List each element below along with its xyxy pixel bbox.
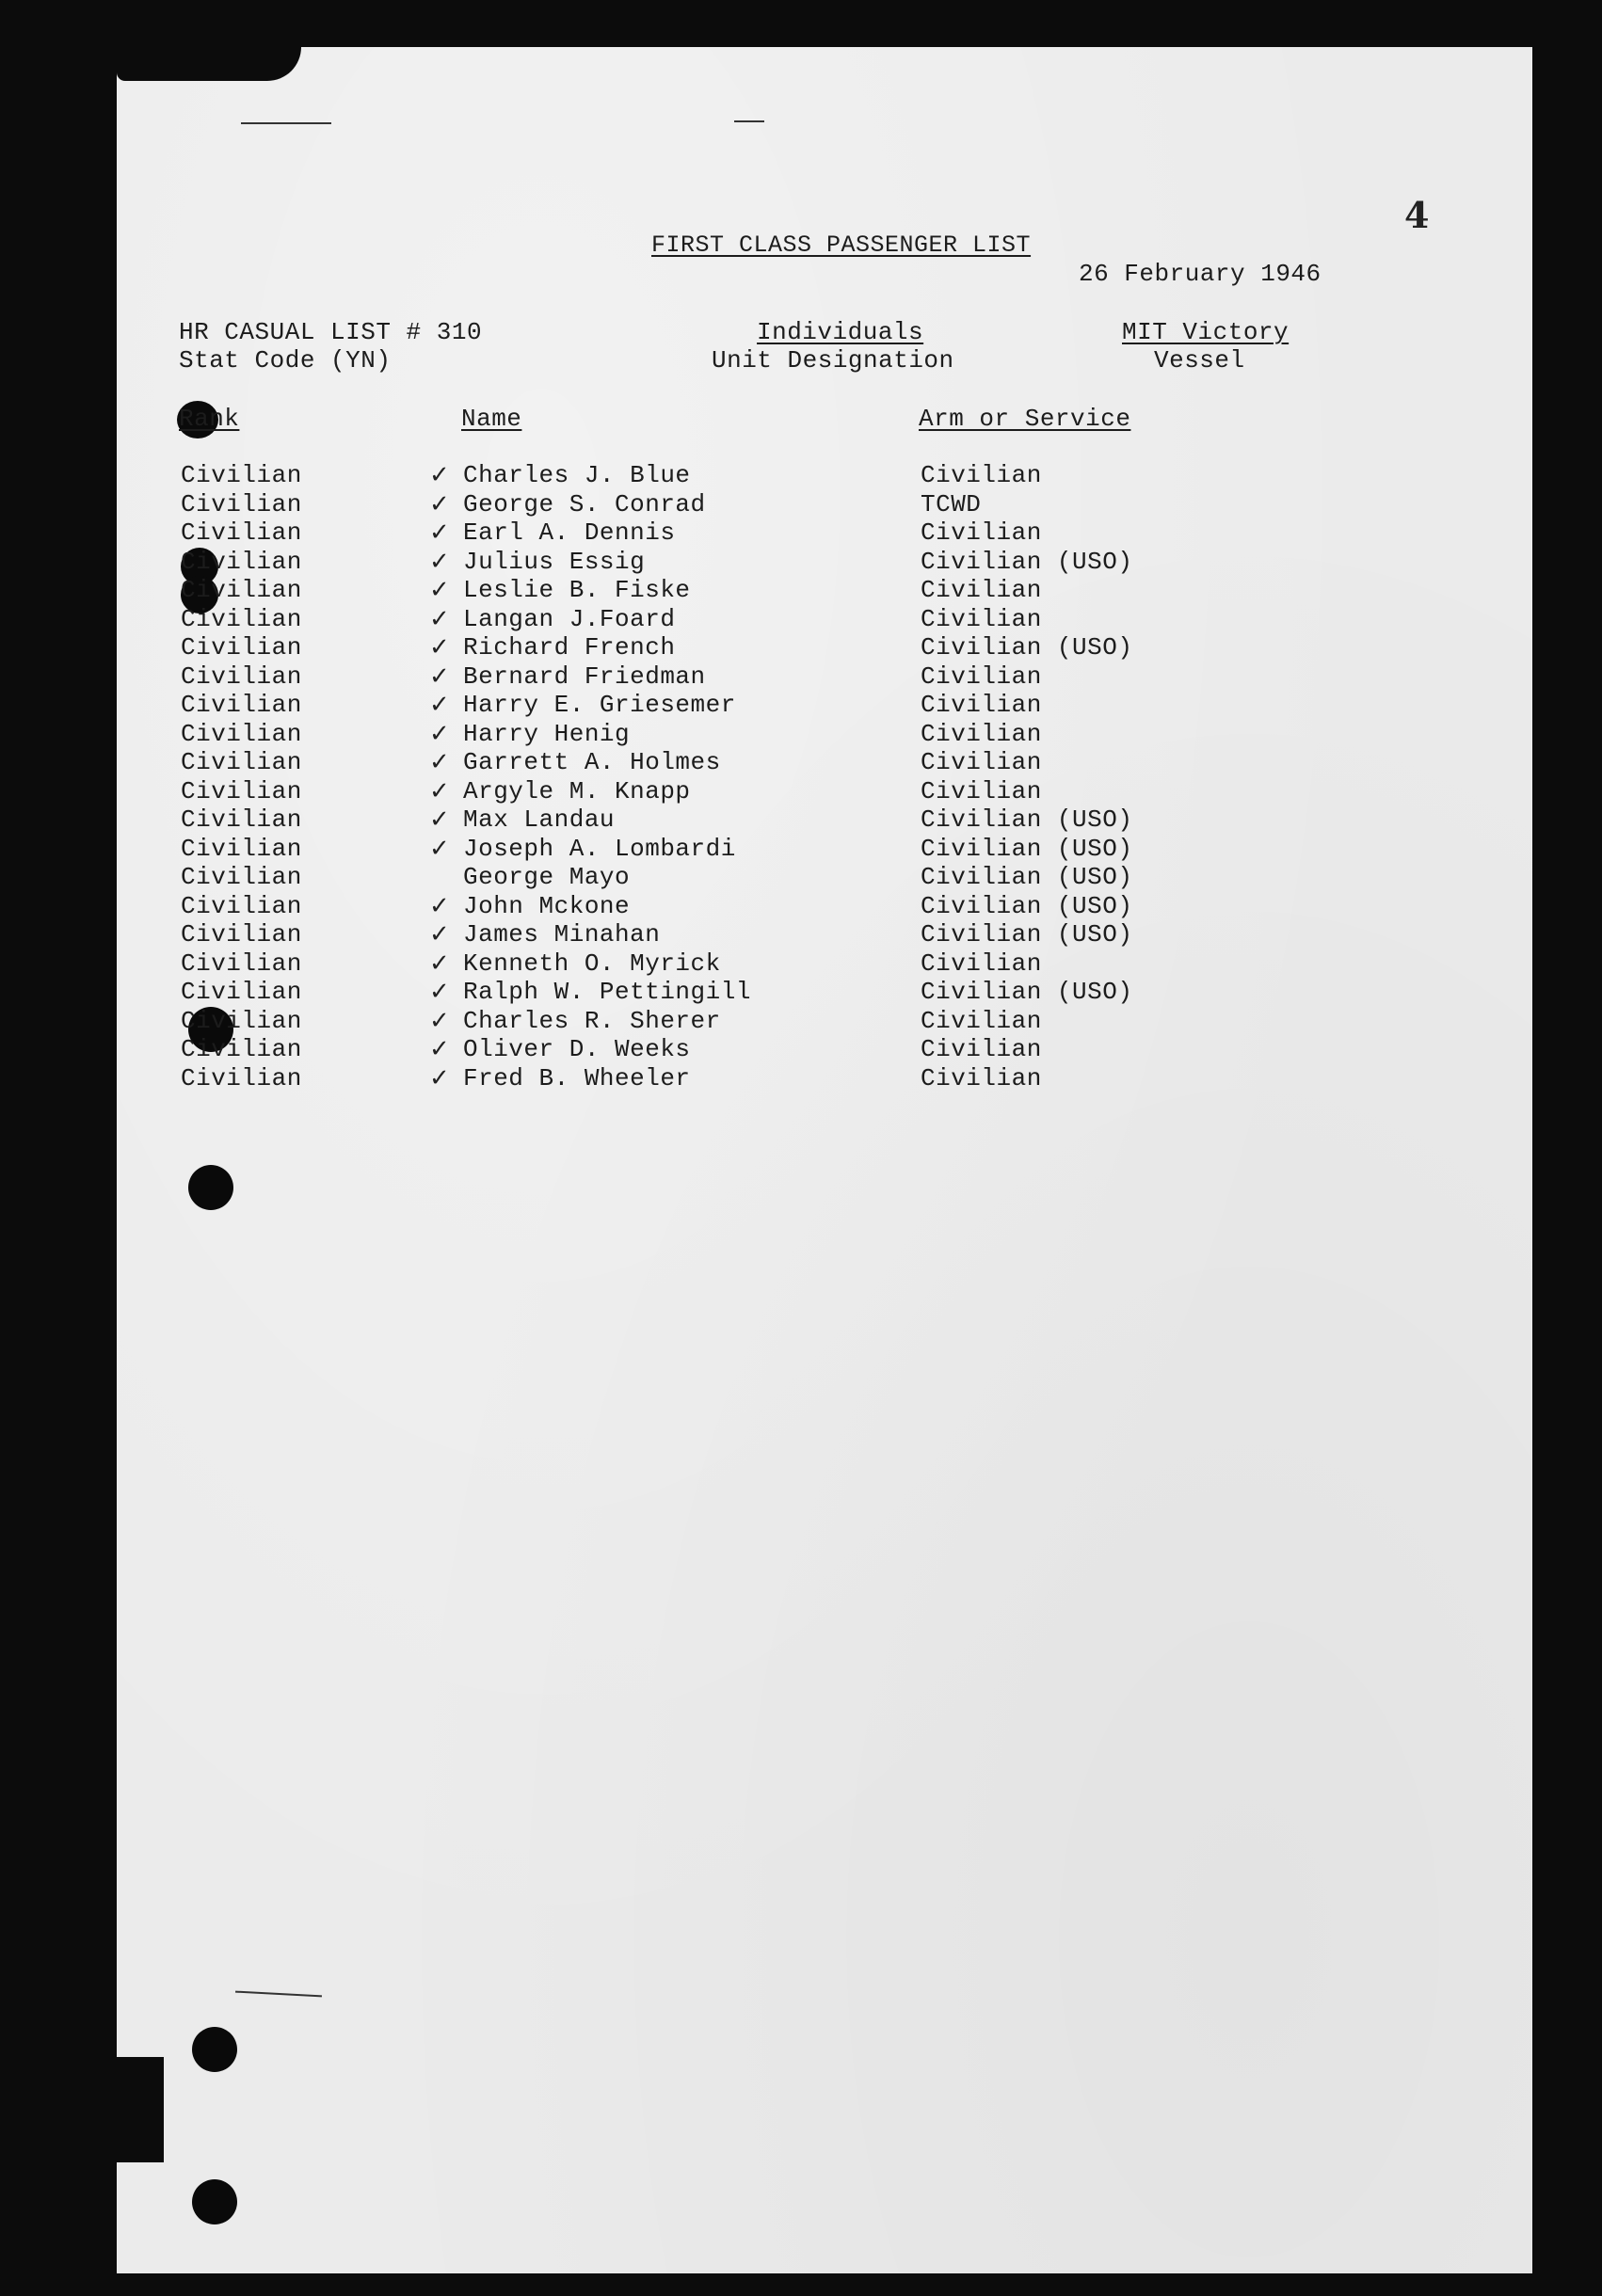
scan-mark (734, 120, 764, 122)
arm-or-service-cell: Civilian (921, 662, 1042, 691)
arm-or-service-cell: Civilian (921, 461, 1042, 489)
table-row (0, 720, 1224, 748)
table-row (0, 892, 1224, 920)
check-mark-icon: ✓ (429, 489, 451, 518)
name-cell: Max Landau (463, 805, 616, 834)
document-page (117, 47, 1532, 2273)
name-cell: George S. Conrad (463, 489, 706, 518)
table-row (0, 835, 1224, 863)
unit-designation-value: Individuals (757, 318, 924, 346)
table-row (0, 805, 1224, 834)
table-row (0, 662, 1224, 691)
check-mark-icon: ✓ (429, 1035, 451, 1063)
rank-cell: Civilian (181, 834, 302, 863)
column-header-rank: Rank (179, 405, 240, 433)
name-cell: Charles R. Sherer (463, 1006, 721, 1035)
rank-cell: Civilian (181, 604, 302, 633)
name-cell: Garrett A. Holmes (463, 748, 721, 776)
arm-or-service-cell: Civilian (921, 748, 1042, 776)
arm-or-service-cell: Civilian (USO) (921, 547, 1133, 576)
table-row (0, 863, 1224, 891)
name-cell: Harry E. Griesemer (463, 691, 736, 719)
table-row (0, 1064, 1224, 1092)
scan-mark (241, 122, 331, 124)
rank-cell: Civilian (181, 978, 302, 1006)
arm-or-service-cell: Civilian (USO) (921, 633, 1133, 662)
name-cell: John Mckone (463, 891, 631, 920)
check-mark-icon: ✓ (429, 633, 451, 662)
arm-or-service-cell: Civilian (921, 949, 1042, 978)
check-mark-icon: ✓ (429, 1006, 451, 1035)
check-mark-icon: ✓ (429, 1063, 451, 1092)
name-cell: Langan J.Foard (463, 604, 676, 633)
table-row (0, 1007, 1224, 1035)
table-row (0, 1035, 1224, 1063)
name-cell: Bernard Friedman (463, 662, 706, 691)
check-mark-icon: ✓ (429, 662, 451, 691)
check-mark-icon: ✓ (429, 834, 451, 863)
check-mark-icon: ✓ (429, 518, 451, 547)
name-cell: Kenneth O. Myrick (463, 949, 721, 978)
name-cell: Julius Essig (463, 547, 646, 576)
check-mark-icon: ✓ (429, 461, 451, 489)
name-cell: Ralph W. Pettingill (463, 978, 751, 1006)
table-row (0, 461, 1224, 489)
arm-or-service-cell: Civilian (USO) (921, 863, 1133, 891)
torn-corner (117, 47, 301, 81)
name-cell: Oliver D. Weeks (463, 1035, 691, 1063)
arm-or-service-cell: Civilian (921, 1063, 1042, 1092)
check-mark-icon: ✓ (429, 748, 451, 776)
check-mark-icon: ✓ (429, 805, 451, 834)
check-mark-icon: ✓ (429, 604, 451, 633)
name-cell: Harry Henig (463, 719, 631, 748)
check-mark-icon: ✓ (429, 978, 451, 1006)
arm-or-service-cell: Civilian (921, 776, 1042, 805)
table-row (0, 978, 1224, 1006)
arm-or-service-cell: Civilian (USO) (921, 920, 1133, 949)
arm-or-service-cell: Civilian (USO) (921, 891, 1133, 920)
name-cell: Argyle M. Knapp (463, 776, 691, 805)
rank-cell: Civilian (181, 776, 302, 805)
column-header-name: Name (461, 405, 522, 433)
arm-or-service-cell: Civilian (USO) (921, 834, 1133, 863)
name-cell: Charles J. Blue (463, 461, 691, 489)
table-row (0, 633, 1224, 662)
arm-or-service-cell: Civilian (USO) (921, 805, 1133, 834)
check-mark-icon: ✓ (429, 691, 451, 719)
rank-cell: Civilian (181, 576, 302, 604)
name-cell: Leslie B. Fiske (463, 576, 691, 604)
document-title: FIRST CLASS PASSENGER LIST (651, 231, 1032, 259)
check-mark-icon: ✓ (429, 576, 451, 604)
document-date: 26 February 1946 (1079, 260, 1322, 288)
check-mark-icon: ✓ (429, 949, 451, 978)
name-cell: James Minahan (463, 920, 661, 949)
rank-cell: Civilian (181, 1035, 302, 1063)
name-cell: Fred B. Wheeler (463, 1063, 691, 1092)
rank-cell: Civilian (181, 1006, 302, 1035)
punch-hole (188, 1165, 233, 1210)
stat-code: Stat Code (YN) (179, 346, 392, 375)
rank-cell: Civilian (181, 633, 302, 662)
check-mark-icon: ✓ (429, 776, 451, 805)
rank-cell: Civilian (181, 518, 302, 547)
arm-or-service-cell: Civilian (921, 1006, 1042, 1035)
table-row (0, 748, 1224, 776)
check-mark-icon: ✓ (429, 719, 451, 748)
table-row (0, 490, 1224, 518)
check-mark-icon: ✓ (429, 547, 451, 576)
rank-cell: Civilian (181, 719, 302, 748)
arm-or-service-cell: Civilian (921, 691, 1042, 719)
name-cell: George Mayo (463, 863, 631, 891)
arm-or-service-cell: Civilian (USO) (921, 978, 1133, 1006)
casual-list-number: HR CASUAL LIST # 310 (179, 318, 483, 346)
rank-cell: Civilian (181, 949, 302, 978)
check-mark-icon: ✓ (429, 891, 451, 920)
table-row (0, 576, 1224, 604)
punch-hole (192, 2179, 237, 2224)
torn-edge-bottom (117, 2057, 164, 2162)
arm-or-service-cell: Civilian (921, 604, 1042, 633)
rank-cell: Civilian (181, 489, 302, 518)
rank-cell: Civilian (181, 805, 302, 834)
table-row (0, 518, 1224, 547)
arm-or-service-cell: Civilian (921, 1035, 1042, 1063)
rank-cell: Civilian (181, 891, 302, 920)
column-header-arm-or-service: Arm or Service (919, 405, 1131, 433)
rank-cell: Civilian (181, 461, 302, 489)
table-row (0, 548, 1224, 576)
vessel-label: Vessel (1154, 346, 1245, 375)
vessel-value: MIT Victory (1122, 318, 1290, 346)
name-cell: Richard French (463, 633, 676, 662)
arm-or-service-cell: Civilian (921, 518, 1042, 547)
unit-designation-label: Unit Designation (712, 346, 954, 375)
arm-or-service-cell: Civilian (921, 576, 1042, 604)
rank-cell: Civilian (181, 1063, 302, 1092)
table-row (0, 777, 1224, 805)
table-row (0, 691, 1224, 719)
rank-cell: Civilian (181, 691, 302, 719)
rank-cell: Civilian (181, 920, 302, 949)
punch-hole (192, 2027, 237, 2072)
rank-cell: Civilian (181, 662, 302, 691)
arm-or-service-cell: TCWD (921, 489, 982, 518)
table-row (0, 605, 1224, 633)
rank-cell: Civilian (181, 863, 302, 891)
page-number: 4 (1404, 194, 1430, 236)
check-mark-icon: ✓ (429, 920, 451, 949)
rank-cell: Civilian (181, 547, 302, 576)
arm-or-service-cell: Civilian (921, 719, 1042, 748)
table-row (0, 949, 1224, 978)
table-row (0, 920, 1224, 949)
rank-cell: Civilian (181, 748, 302, 776)
name-cell: Earl A. Dennis (463, 518, 676, 547)
name-cell: Joseph A. Lombardi (463, 834, 736, 863)
